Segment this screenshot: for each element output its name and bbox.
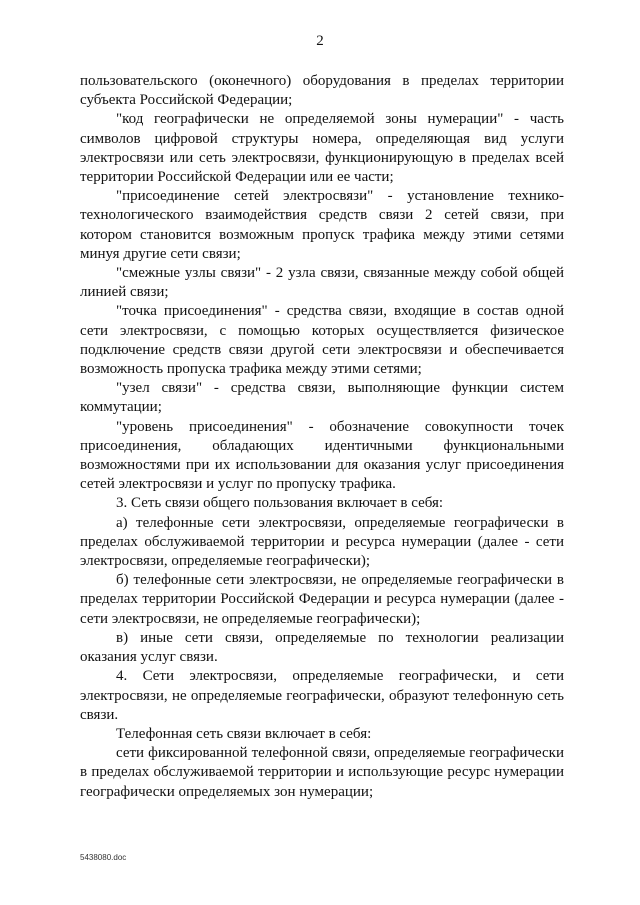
paragraph-1: пользовательского (оконечного) оборудования в пределах территории субъекта Российской Федерации; (80, 73, 564, 109)
paragraph-11: в) иные сети связи, определяемые по технологии реализации оказания услуг связи. (80, 629, 564, 666)
paragraph-5: "точка присоединения" - средства связи, входящие в состав одной сети электросвязи, с помощью которых осуществляется физическое подключение средств связи другой сети электросвязи и обеспечивается возможность пропуска трафика между этими сетями; (80, 303, 564, 378)
paragraph-2: "код географически не определяемой зоны нумерации" - часть символов цифровой структуры номера, определяющая вид услуги электросвязи или сеть электросвязи, функционирующую в пределах всей территории Российской Федерации или ее части; (80, 111, 564, 186)
paragraph-9: а) телефонные сети электросвязи, определяемые географически в пределах обслуживаемой территории и ресурса нумерации (далее - сети электросвязи, определяемые географически); (80, 514, 564, 570)
paragraph-13: Телефонная сеть связи включает в себя: (116, 725, 372, 742)
paragraph-14: сети фиксированной телефонной связи, определяемые географически в пределах обслуживаемой территории и использующие ресурс нумерации географически определяемых зон нумерации; (80, 745, 564, 800)
page-number: 2 (316, 33, 324, 49)
paragraph-10: б) телефонные сети электросвязи, не определяемые географически в пределах территории Российской Федерации и ресурса нумерации (далее - сети электросвязи, не определяемые географически); (80, 572, 564, 627)
paragraph-7: "уровень присоединения" - обозначение совокупности точек присоединения, обладающих идентичными функциональными возможностями при их использовании для оказания услуг присоединения сетей электросвязи и услуг по пропуску трафика. (80, 418, 564, 493)
paragraph-4: "смежные узлы связи" - 2 узла связи, связанные между собой общей линией связи; (80, 265, 564, 301)
paragraph-6: "узел связи" - средства связи, выполняющие функции систем коммутации; (80, 380, 564, 416)
document-body (80, 72, 564, 802)
paragraph-3: "присоединение сетей электросвязи" - установление технико-технологического взаимодействия средств связи 2 сетей связи, при котором становится возможным пропуск трафика между этими сетями минуя другие сети связи; (80, 188, 564, 262)
paragraph-12: 4. Сети электросвязи, определяемые географически, и сети электросвязи, не определяемые географически, образуют телефонную сеть связи. (80, 668, 564, 723)
paragraph-8: 3. Сеть связи общего пользования включает в себя: (116, 495, 444, 512)
document-filename: 5438080.doc (80, 853, 127, 862)
